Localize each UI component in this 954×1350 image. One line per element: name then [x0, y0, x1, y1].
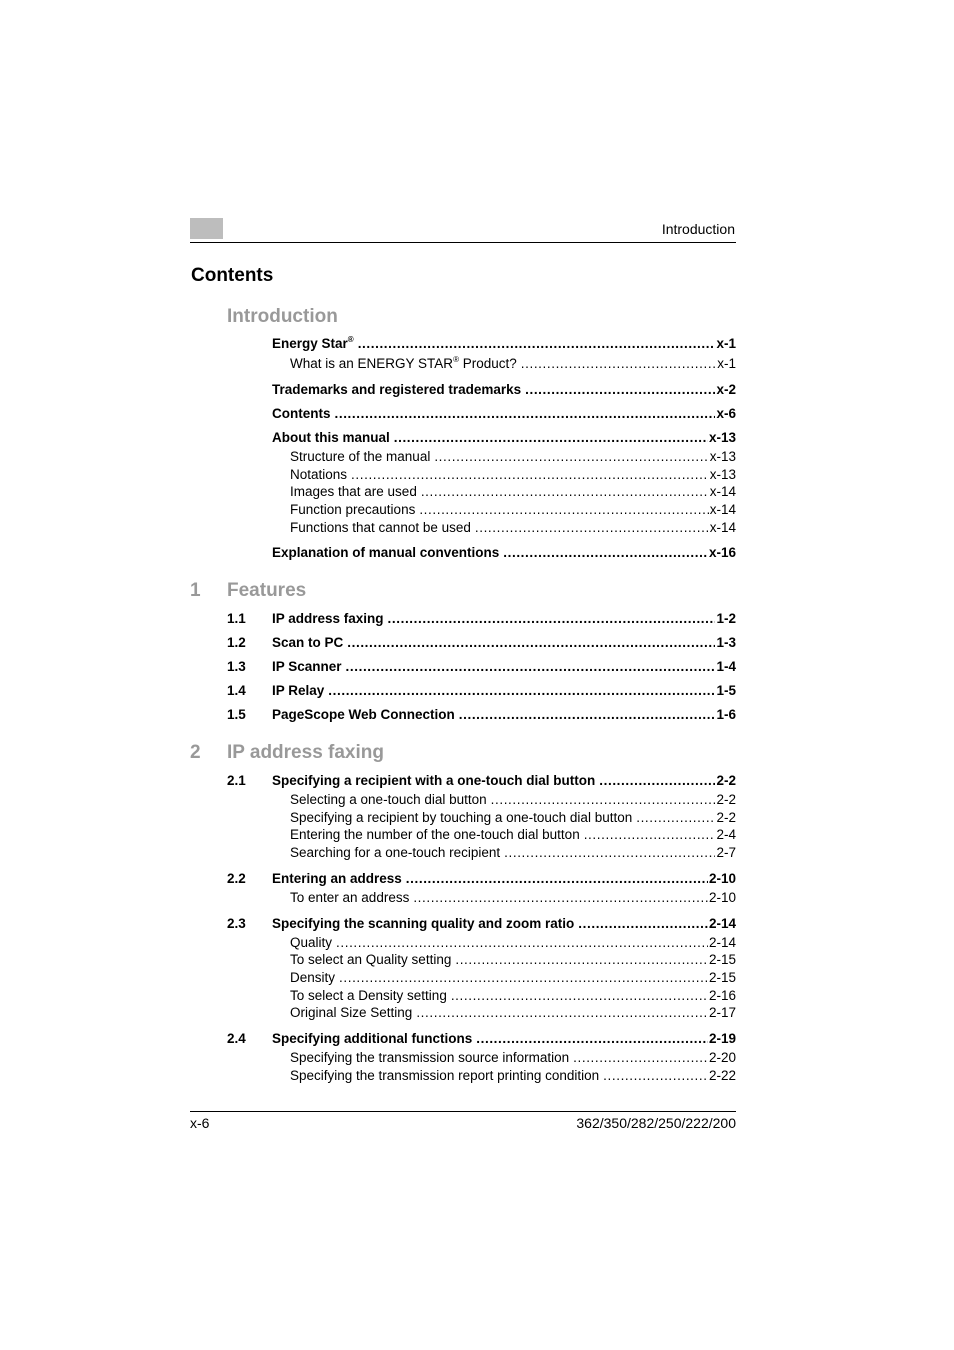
toc-entry[interactable]	[190, 430, 736, 448]
toc-entry-page: 2-10	[708, 871, 736, 886]
page-title: Contents	[191, 265, 274, 286]
toc-entry-number: 1.2	[227, 635, 246, 650]
registered-mark: ®	[453, 355, 459, 364]
toc-entry-number: 2.3	[227, 916, 246, 931]
section-title: Introduction	[227, 306, 338, 327]
toc-entry[interactable]	[190, 871, 736, 889]
toc-entry-title: To select a Density setting	[290, 988, 447, 1003]
toc-entry-page: 2-7	[716, 845, 736, 860]
toc-entry-page: 2-14	[708, 935, 736, 950]
toc-entry[interactable]	[190, 406, 736, 424]
toc-entry[interactable]	[190, 1050, 736, 1068]
toc-entry-title: PageScope Web Connection	[272, 707, 455, 722]
toc-entry[interactable]	[190, 683, 736, 701]
toc-entry-page: x-13	[709, 449, 736, 464]
toc-entry-title: Quality	[290, 935, 333, 950]
toc-entry-page: 2-15	[708, 952, 736, 967]
section-heading	[190, 306, 736, 330]
toc-entry-title: To enter an address	[290, 890, 410, 905]
section-title: Features	[227, 580, 307, 601]
toc-entry-page: x-6	[716, 406, 736, 421]
dot-leader	[475, 520, 709, 535]
toc-entry-page: 2-16	[708, 988, 736, 1003]
header-tab-marker	[190, 218, 223, 239]
dot-leader	[455, 952, 708, 967]
dot-leader	[339, 970, 708, 985]
toc-entry[interactable]	[190, 1005, 736, 1023]
toc-entry-title: Specifying the scanning quality and zoom ratio	[272, 916, 575, 931]
toc-entry-page: x-13	[709, 467, 736, 482]
dot-leader	[413, 890, 708, 905]
toc-entry[interactable]	[190, 449, 736, 467]
footer-models: 362/350/282/250/222/200	[576, 1115, 736, 1131]
toc-entry-page: x-13	[708, 430, 736, 445]
toc-entry-title: Explanation of manual conventions	[272, 545, 500, 560]
dot-leader	[504, 845, 715, 860]
dot-leader	[335, 406, 716, 421]
toc-entry-title: Specifying the transmission report printing condition	[290, 1068, 600, 1083]
dot-leader	[636, 810, 715, 825]
dot-leader	[351, 467, 709, 482]
toc-entry-page: x-1	[716, 336, 736, 351]
dot-leader	[573, 1050, 708, 1065]
toc-entry-number: 2.4	[227, 1031, 246, 1046]
toc-entry-title: IP Scanner	[272, 659, 342, 674]
dot-leader	[578, 916, 708, 931]
dot-leader	[584, 827, 716, 842]
dot-leader	[358, 336, 716, 351]
dot-leader	[328, 683, 715, 698]
toc-entry-page: 1-5	[716, 683, 736, 698]
dot-leader	[603, 1068, 708, 1083]
toc-entry-page: x-2	[716, 382, 736, 397]
toc-entry[interactable]	[190, 707, 736, 725]
dot-leader	[419, 502, 708, 517]
toc-entry-page: 2-15	[708, 970, 736, 985]
toc-entry-page: 1-2	[716, 611, 736, 626]
toc-entry-title: Images that are used	[290, 484, 417, 499]
toc-entry[interactable]	[190, 988, 736, 1006]
header-rule	[190, 242, 736, 243]
toc-entry[interactable]	[190, 810, 736, 828]
section-number: 1	[190, 580, 201, 601]
toc-entry-page: x-14	[709, 502, 736, 517]
toc-entry-title: Searching for a one-touch recipient	[290, 845, 501, 860]
toc-entry[interactable]	[190, 520, 736, 538]
toc-entry-title: Original Size Setting	[290, 1005, 413, 1020]
toc-entry[interactable]	[190, 467, 736, 485]
dot-leader	[388, 611, 716, 626]
toc-entry-number: 2.2	[227, 871, 246, 886]
toc-entry-page: 2-20	[708, 1050, 736, 1065]
toc-entry-page: 2-2	[716, 792, 736, 807]
dot-leader	[394, 430, 708, 445]
dot-leader	[406, 871, 708, 886]
toc-entry-page: 2-14	[708, 916, 736, 931]
dot-leader	[421, 484, 709, 499]
toc-entry[interactable]	[190, 827, 736, 845]
toc-entry[interactable]	[190, 484, 736, 502]
dot-leader	[525, 382, 715, 397]
toc-entry-title: Specifying a recipient with a one-touch dial button	[272, 773, 596, 788]
toc-entry[interactable]	[190, 336, 736, 354]
dot-leader	[416, 1005, 708, 1020]
section-heading	[190, 742, 736, 766]
toc-entry-number: 1.1	[227, 611, 246, 626]
dot-leader	[346, 659, 716, 674]
toc-entry-title: Scan to PC	[272, 635, 344, 650]
toc-entry-title: Specifying a recipient by touching a one-touch dial button	[290, 810, 633, 825]
toc-entry-title: About this manual	[272, 430, 390, 445]
toc-entry-title: Selecting a one-touch dial button	[290, 792, 487, 807]
toc-entry-number: 2.1	[227, 773, 246, 788]
toc-entry-page: 2-2	[716, 773, 736, 788]
toc-entry-title: Notations	[290, 467, 348, 482]
toc-entry[interactable]	[190, 659, 736, 677]
toc-entry-title: Entering an address	[272, 871, 402, 886]
toc-entry[interactable]	[190, 935, 736, 953]
toc-entry-title: Function precautions	[290, 502, 416, 517]
toc-entry-title: Energy Star®	[272, 335, 354, 351]
toc-entry-title: Trademarks and registered trademarks	[272, 382, 522, 397]
toc-entry-page: 2-22	[708, 1068, 736, 1083]
toc-entry-page: 2-10	[708, 890, 736, 905]
footer-rule	[190, 1111, 736, 1112]
toc-entry-page: 2-17	[708, 1005, 736, 1020]
toc-entry[interactable]	[190, 1031, 736, 1049]
toc-entry-title: To select an Quality setting	[290, 952, 452, 967]
toc-entry-title: Specifying the transmission source information	[290, 1050, 570, 1065]
toc-entry-page: x-1	[717, 356, 736, 371]
toc-entry[interactable]	[190, 792, 736, 810]
dot-leader	[521, 356, 716, 371]
toc-entry[interactable]	[190, 356, 736, 374]
dot-leader	[459, 707, 716, 722]
toc-entry[interactable]	[190, 1068, 736, 1086]
dot-leader	[599, 773, 715, 788]
section-heading	[190, 580, 736, 604]
dot-leader	[434, 449, 708, 464]
toc-entry-title: What is an ENERGY STAR® Product?	[290, 355, 517, 371]
toc-entry-title: IP Relay	[272, 683, 325, 698]
toc-entry-page: x-14	[709, 484, 736, 499]
toc-entry[interactable]	[190, 970, 736, 988]
dot-leader	[336, 935, 708, 950]
toc-entry-title: Contents	[272, 406, 331, 421]
toc-entry-page: 2-19	[708, 1031, 736, 1046]
toc-entry[interactable]	[190, 916, 736, 934]
toc-entry[interactable]	[190, 502, 736, 520]
toc-entry-page: x-14	[709, 520, 736, 535]
toc-entry-page: 2-2	[716, 810, 736, 825]
dot-leader	[451, 988, 708, 1003]
footer-page-number: x-6	[190, 1115, 210, 1131]
toc-entry-number: 1.3	[227, 659, 246, 674]
toc-entry[interactable]	[190, 773, 736, 791]
toc-entry-number: 1.5	[227, 707, 246, 722]
toc-entry-page: 1-4	[716, 659, 736, 674]
registered-mark: ®	[347, 335, 354, 344]
toc-entry-title: Functions that cannot be used	[290, 520, 471, 535]
dot-leader	[503, 545, 708, 560]
toc-entry-title: IP address faxing	[272, 611, 384, 626]
dot-leader	[347, 635, 715, 650]
toc-entry-page: 1-3	[716, 635, 736, 650]
toc-entry-page: x-16	[708, 545, 736, 560]
toc-entry-title: Entering the number of the one-touch dial button	[290, 827, 580, 842]
toc-entry[interactable]	[190, 952, 736, 970]
header-title: Introduction	[661, 221, 735, 237]
dot-leader	[476, 1031, 708, 1046]
toc-entry-title: Structure of the manual	[290, 449, 431, 464]
toc-entry[interactable]	[190, 611, 736, 629]
toc-entry-title: Specifying additional functions	[272, 1031, 473, 1046]
toc-entry[interactable]	[190, 382, 736, 400]
toc-entry[interactable]	[190, 890, 736, 908]
toc-entry[interactable]	[190, 845, 736, 863]
dot-leader	[491, 792, 716, 807]
toc-entry-number: 1.4	[227, 683, 246, 698]
toc-entry-title: Density	[290, 970, 336, 985]
section-title: IP address faxing	[227, 742, 384, 763]
toc-entry[interactable]	[190, 545, 736, 563]
toc-entry-page: 1-6	[716, 707, 736, 722]
toc-entry-page: 2-4	[716, 827, 736, 842]
toc-entry[interactable]	[190, 635, 736, 653]
section-number: 2	[190, 742, 201, 763]
